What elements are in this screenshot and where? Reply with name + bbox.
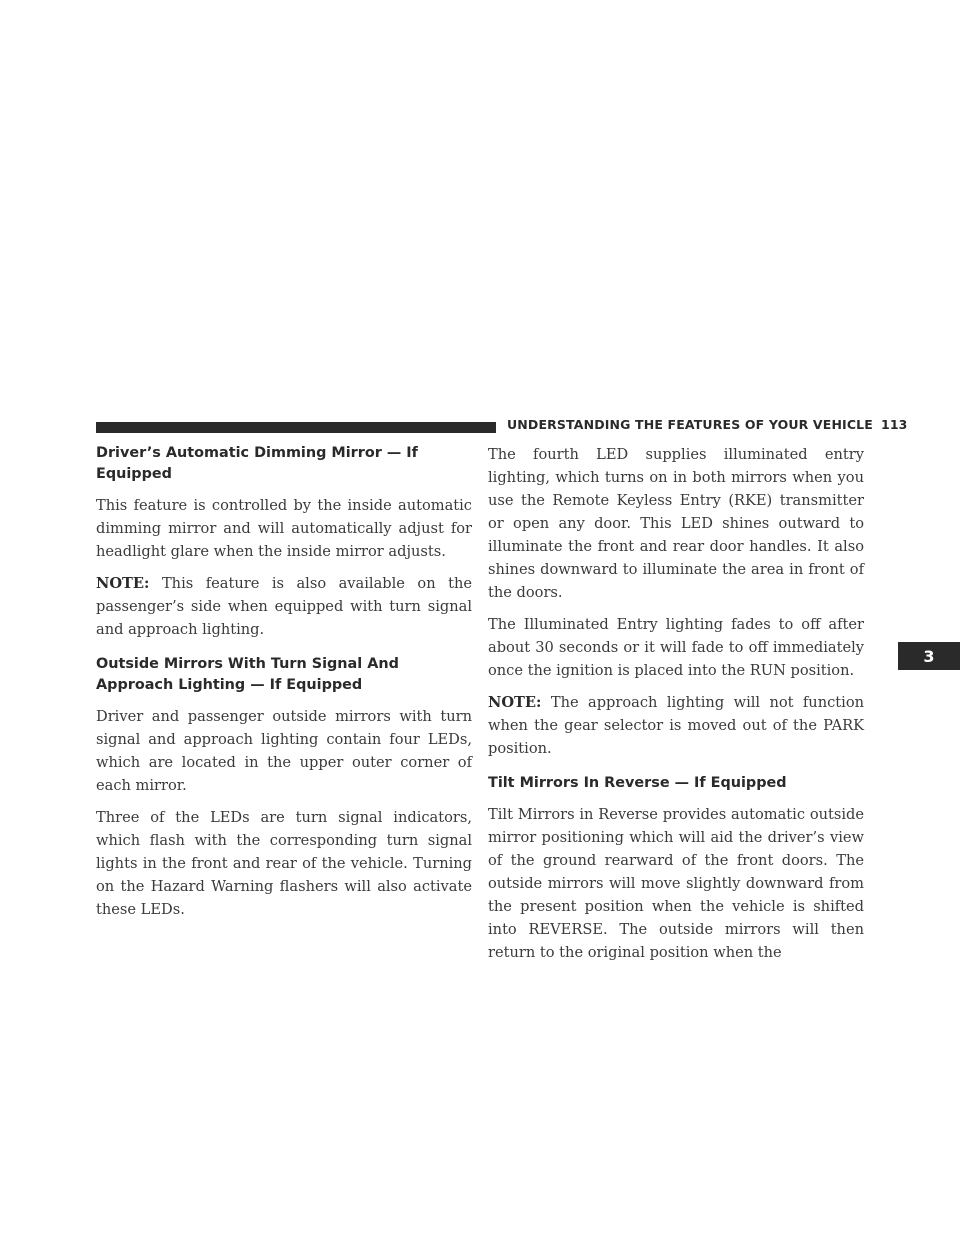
paragraph-fourth-led: The fourth LED supplies illuminated entry lighting, which turns on in both mirrors when you use the Remote Keyless Entry (RKE) transmitter or open any door. This LED shines outward to illuminate the front and rear door handles. It also shines downward to illuminate the area in front of the doors. — [488, 446, 864, 601]
header-rule — [96, 422, 496, 433]
left-column — [96, 443, 472, 930]
note-text: The approach lighting will not function when the gear selector is moved out of the PARK position. — [488, 694, 864, 757]
chapter-tab — [898, 642, 960, 670]
note-label: NOTE: — [96, 575, 150, 592]
note-paragraph-passenger — [96, 572, 472, 641]
paragraph-dimming-mirror: This feature is controlled by the inside automatic dimming mirror and will automatically adjust for headlight glare when the inside mirror adjusts. — [96, 497, 472, 560]
right-column — [488, 443, 864, 973]
heading-tilt-mirrors: Tilt Mirrors In Reverse — If Equipped — [488, 775, 787, 791]
note-paragraph-approach — [488, 691, 864, 760]
section-title: UNDERSTANDING THE FEATURES OF YOUR VEHICLE — [507, 417, 873, 432]
note-label: NOTE: — [488, 694, 542, 711]
paragraph-illuminated-entry: The Illuminated Entry lighting fades to off after about 30 seconds or it will fade to off immediately once the ignition is placed into the RUN position. — [488, 616, 864, 679]
chapter-number: 3 — [923, 646, 935, 666]
running-header — [507, 417, 908, 432]
heading-outside-mirrors: Outside Mirrors With Turn Signal And Approach Lighting — If Equipped — [96, 656, 399, 693]
paragraph-turn-signal-leds: Three of the LEDs are turn signal indicators, which flash with the corresponding turn signal lights in the front and rear of the vehicle. Turning on the Hazard Warning flashers will also activate these LEDs. — [96, 809, 472, 918]
note-text: This feature is also available on the passenger’s side when equipped with turn signal and approach lighting. — [96, 575, 473, 638]
paragraph-four-leds: Driver and passenger outside mirrors with turn signal and approach lighting contain four LEDs, which are located in the upper outer corner of each mirror. — [96, 708, 472, 794]
page-number: 113 — [880, 417, 908, 432]
heading-dimming-mirror: Driver’s Automatic Dimming Mirror — If Equipped — [96, 445, 418, 482]
paragraph-tilt-mirrors: Tilt Mirrors in Reverse provides automatic outside mirror positioning which will aid the driver’s view of the ground rearward of the front doors. The outside mirrors will move slightly downward from the present position when the vehicle is shifted into REVERSE. The outside mirrors will then return to the original position when the — [488, 806, 864, 961]
